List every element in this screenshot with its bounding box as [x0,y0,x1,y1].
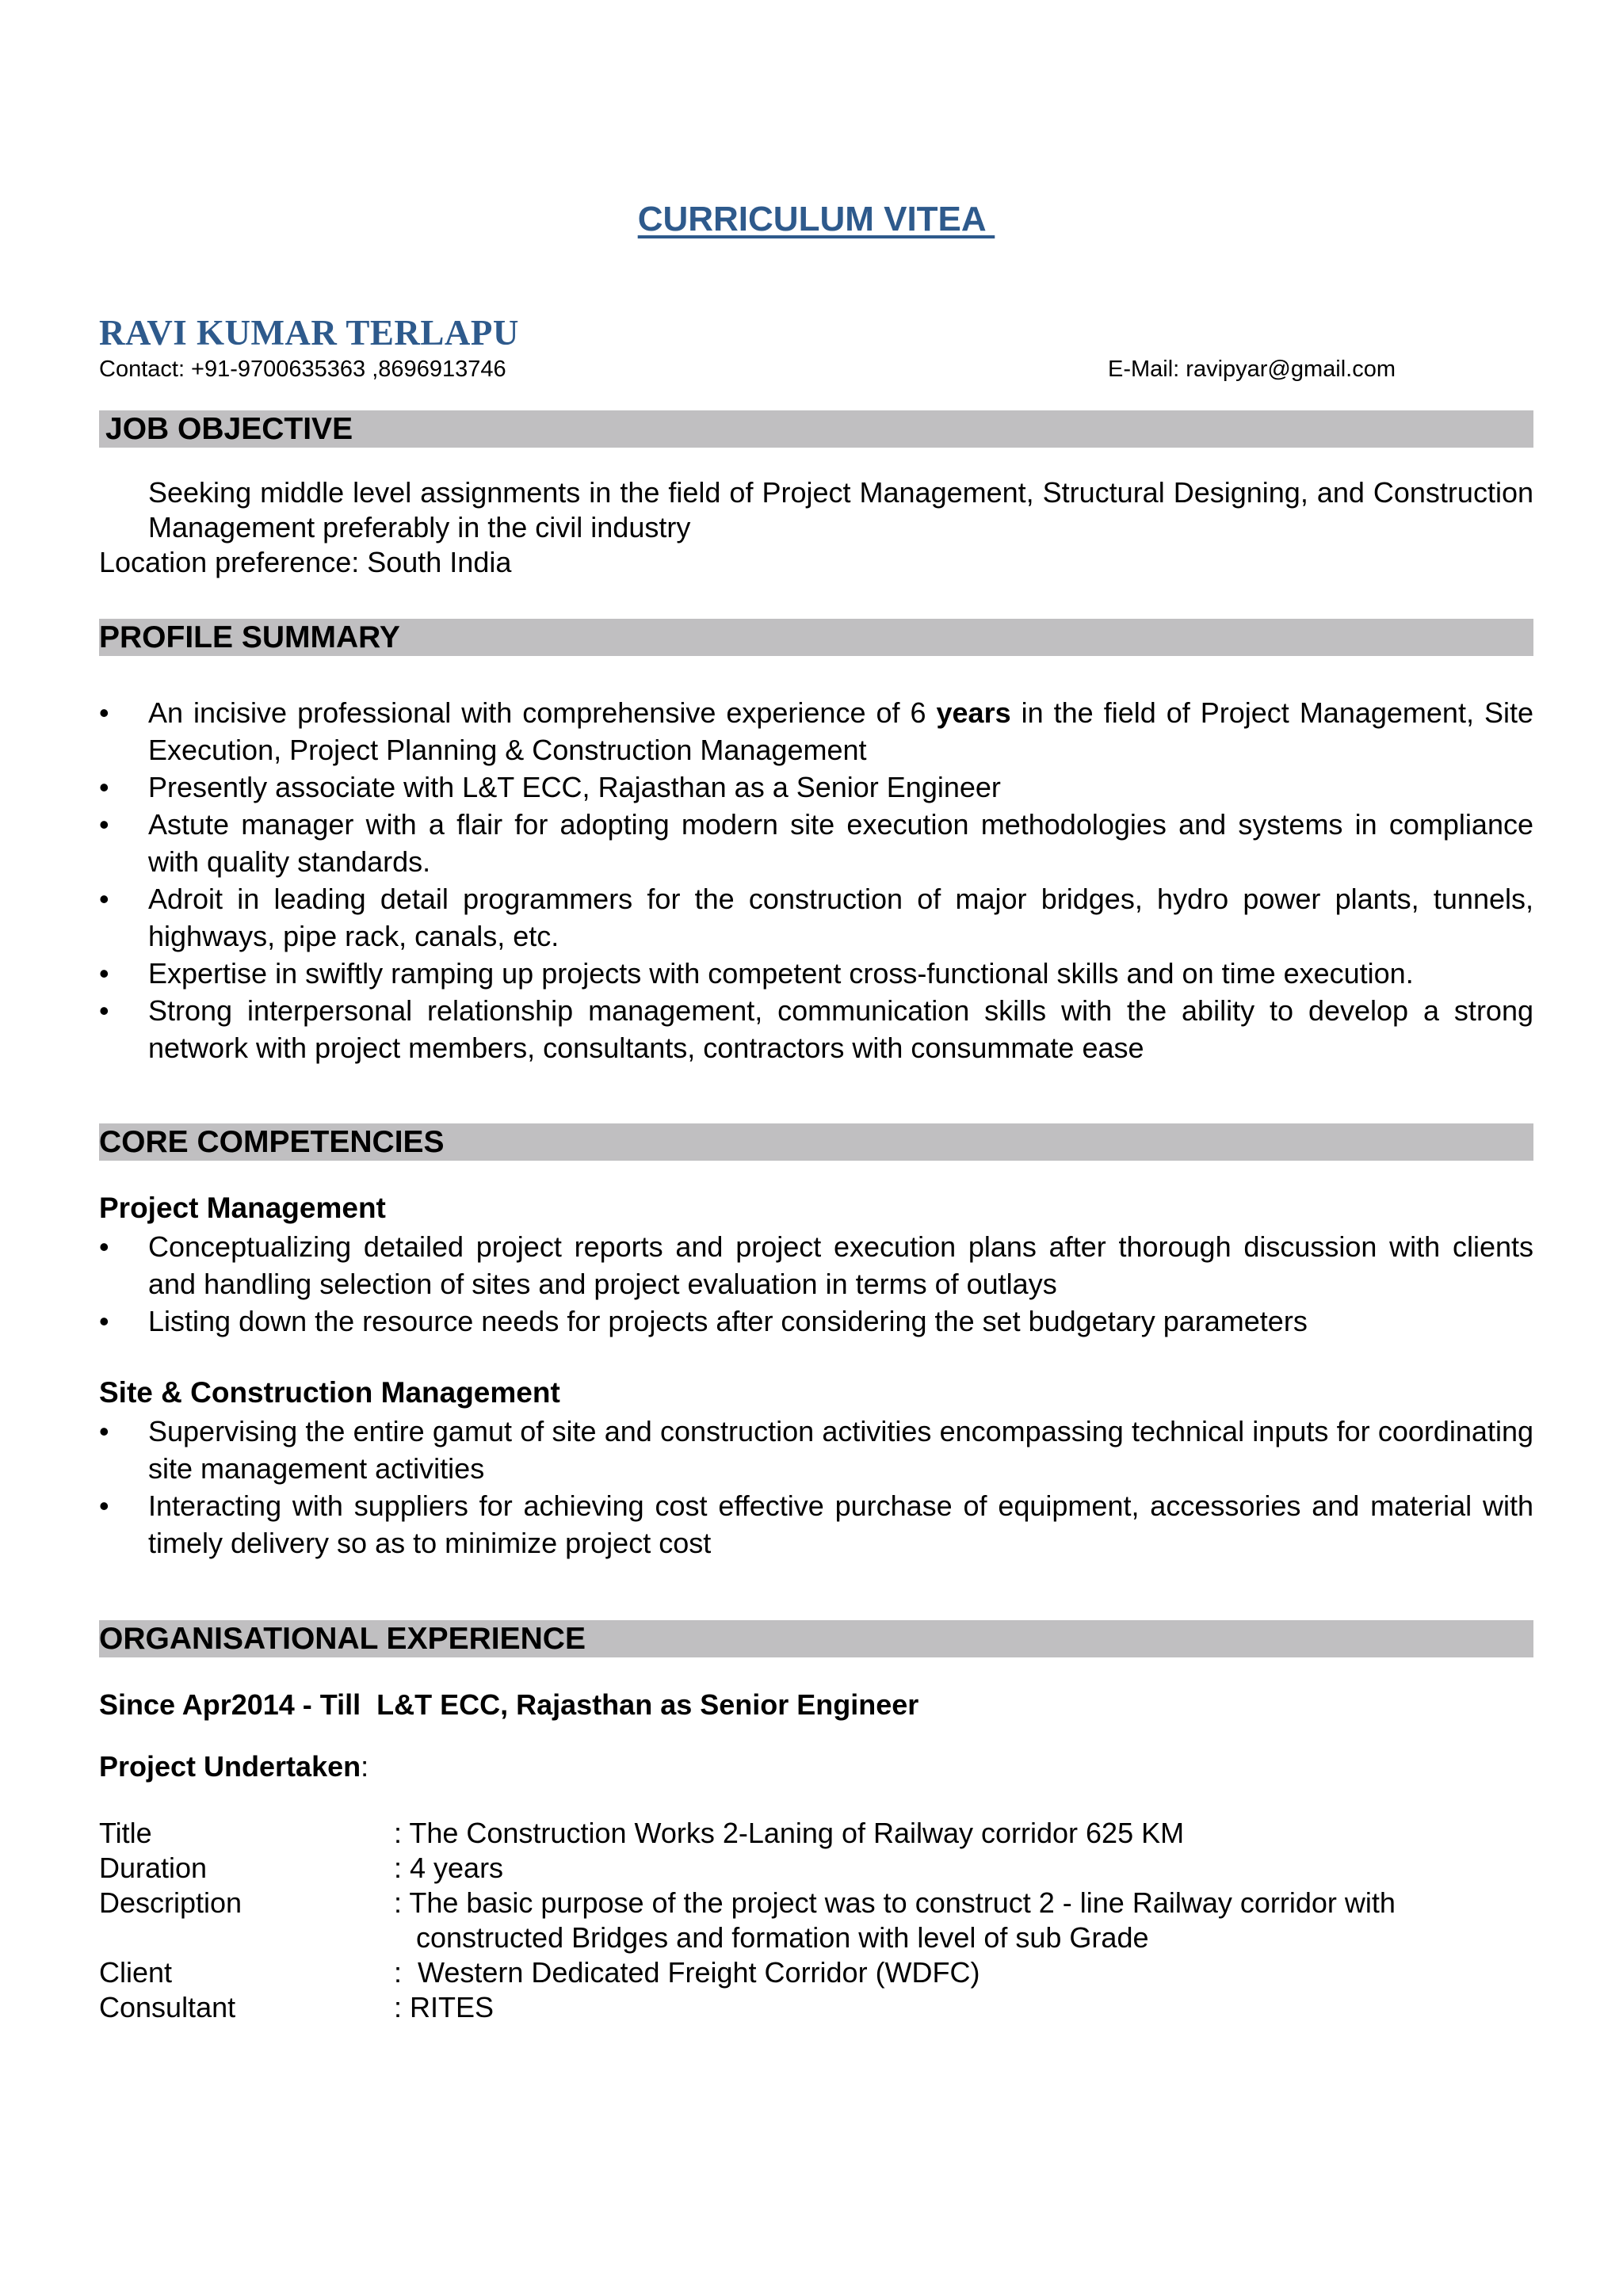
list-item: • Presently associate with L&T ECC, Rajasthan as a Senior Engineer [99,769,1533,806]
bullet-icon: • [99,1489,109,1522]
detail-key-title: Title [99,1817,152,1849]
detail-key-description: Description [99,1886,242,1919]
table-row [99,1816,1533,1851]
bullet-icon: • [99,883,109,915]
contact-email: E-Mail: ravipyar@gmail.com [1108,357,1396,382]
detail-value-client: : Western Dedicated Freight Corridor (WDFC) [394,1956,980,1989]
section-profile-summary: PROFILE SUMMARY [99,619,1533,656]
candidate-name: RAVI KUMAR TERLAPU [99,313,519,353]
list-item: • Strong interpersonal relationship management, communication skills with the ability to develop a strong network with project members, consultants, contractors with consummate ease [99,992,1533,1066]
table-row [99,1886,1533,1955]
list-item: • Interacting with suppliers for achieving cost effective purchase of equipment, accessories and material with timely delivery so as to minimize project cost [99,1487,1533,1562]
subheading-project-management: Project Management [99,1192,386,1224]
list-item: • Astute manager with a flair for adopting modern site execution methodologies and systems in compliance with quality standards. [99,806,1533,880]
detail-key-client: Client [99,1956,173,1989]
detail-value-description: : The basic purpose of the project was to construct 2 - line Railway corridor with constructed Bridges and formation with level of sub Grade [394,1886,1396,1954]
bullet-icon: • [99,696,109,729]
list-item: • Listing down the resource needs for projects after considering the set budgetary parameters [99,1302,1533,1340]
location-preference: Location preference: South India [99,546,512,578]
bullet-icon: • [99,994,109,1027]
subheading-site-construction: Site & Construction Management [99,1376,560,1409]
list-item: • Conceptualizing detailed project reports and project execution plans after thorough discussion with clients and handling selection of sites and project evaluation in terms of outlays [99,1228,1533,1302]
list-item: • Supervising the entire gamut of site and construction activities encompassing technical inputs for coordinating site management activities [99,1413,1533,1487]
detail-value-duration: : 4 years [394,1852,504,1884]
section-core-competencies: CORE COMPETENCIES [99,1123,1533,1161]
bullet-icon: • [99,1305,109,1337]
detail-value-consultant: : RITES [394,1991,495,2023]
bullet-icon: • [99,957,109,990]
project-details [99,1816,1533,2025]
employment-since: Since Apr2014 - Till L&T ECC, Rajasthan as Senior Engineer [99,1688,919,1721]
table-row [99,1851,1533,1886]
detail-key-consultant: Consultant [99,1991,236,2023]
project-management-list [99,1228,1533,1340]
table-row [99,1955,1533,1990]
bullet-icon: • [99,1415,109,1447]
bullet-icon: • [99,808,109,841]
profile-summary-list [99,694,1533,1066]
list-item: • An incisive professional with comprehensive experience of 6 years in the field of Project Management, Site Execution, Project Planning & Construction Management [99,694,1533,769]
table-row [99,1990,1533,2025]
document-title: CURRICULUM VITEA [637,200,995,238]
objective-text: Seeking middle level assignments in the field of Project Management, Structural Designing, and Construction Management preferably in the civil industry [148,476,1533,543]
detail-key-duration: Duration [99,1852,208,1884]
contact-row [99,357,1533,383]
site-construction-list [99,1413,1533,1562]
projects-undertaken-label: Project Undertaken: [99,1750,369,1783]
bullet-icon: • [99,1230,109,1263]
section-organisational-experience: ORGANISATIONAL EXPERIENCE [99,1620,1533,1657]
bullet-icon: • [99,771,109,803]
section-job-objective: JOB OBJECTIVE [99,410,1533,448]
contact-phone: Contact: +91-9700635363 ,8696913746 [99,357,506,382]
list-item: • Expertise in swiftly ramping up projects with competent cross-functional skills and on time execution. [99,955,1533,992]
detail-value-title: : The Construction Works 2-Laning of Railway corridor 625 KM [394,1817,1185,1849]
list-item: • Adroit in leading detail programmers for the construction of major bridges, hydro power plants, tunnels, highways, pipe rack, canals, etc. [99,880,1533,955]
